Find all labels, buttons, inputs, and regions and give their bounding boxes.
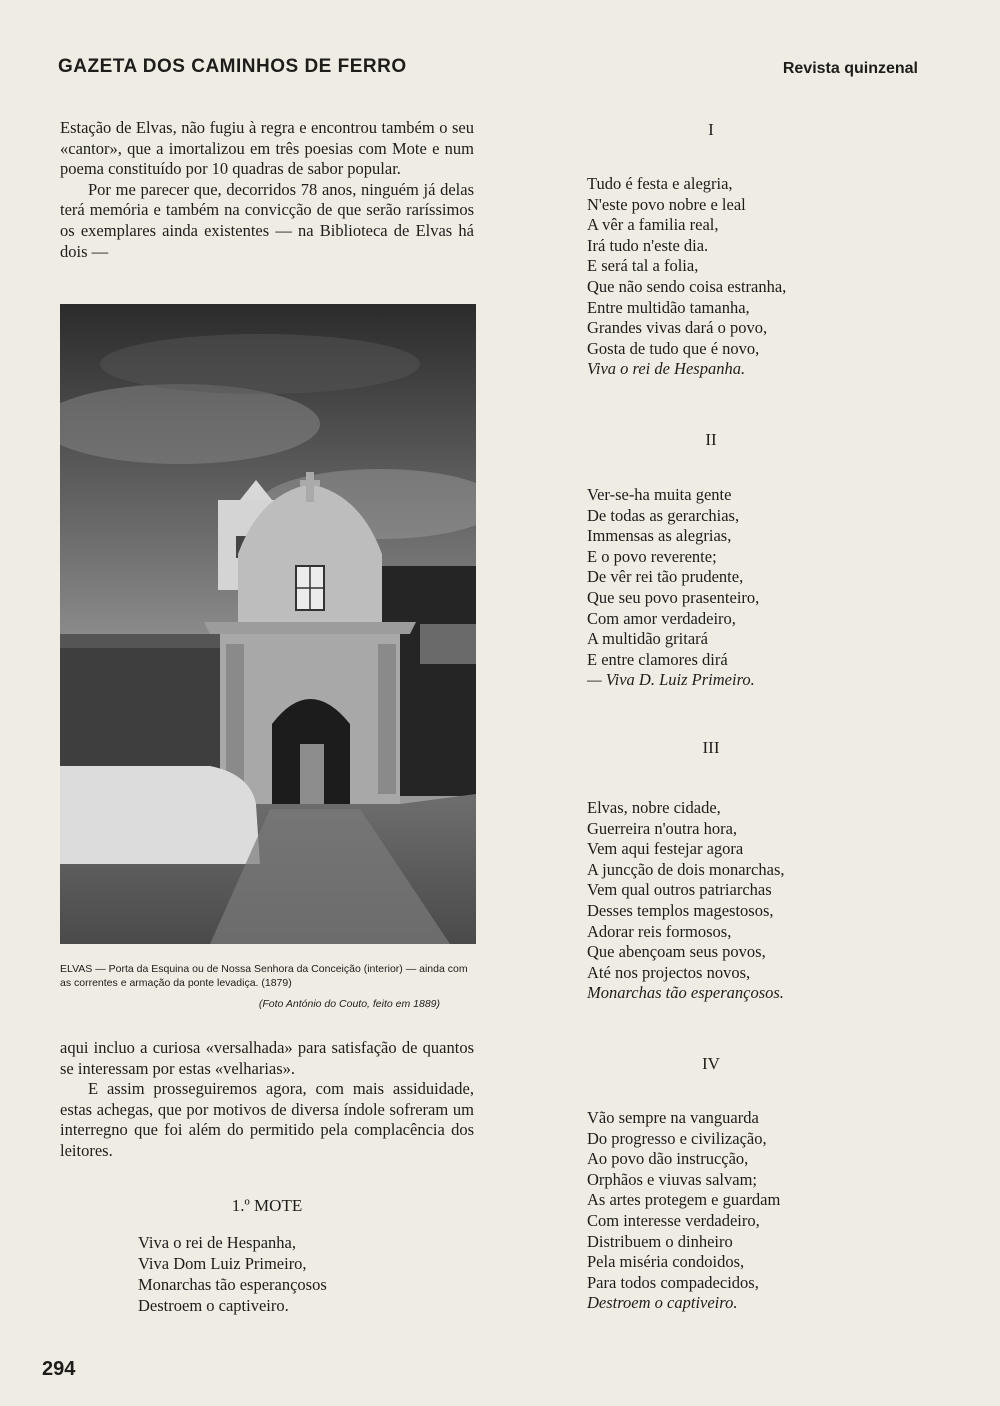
mote-title: 1.º MOTE	[231, 1196, 303, 1215]
verse-line: De vêr rei tão prudente,	[587, 567, 744, 587]
verse-line: Entre multidão tamanha,	[587, 297, 750, 317]
verse-line: A multidão gritará	[587, 629, 708, 649]
verse-line: Immensas as alegrias,	[587, 526, 732, 546]
verse-line: Gosta de tudo que é novo,	[587, 338, 760, 358]
verse-closing-line: Destroem o captiveiro.	[587, 1293, 738, 1313]
stanza-3	[587, 798, 917, 1004]
verse-line: Até nos projectos novos,	[587, 962, 751, 982]
page-number: 294	[42, 1358, 76, 1380]
verse-closing-line: Monarchas tão esperançosos.	[587, 983, 784, 1003]
verse-line: Vem aqui festejar agora	[587, 839, 744, 859]
mote-line: Viva Dom Luiz Primeiro,	[138, 1254, 307, 1273]
verse-line: A vêr a familia real,	[587, 215, 719, 235]
mote-line: Viva o rei de Hespanha,	[138, 1233, 296, 1252]
verse-line: Que seu povo prasenteiro,	[587, 587, 760, 607]
verse-closing-line: — Viva D. Luiz Primeiro.	[587, 670, 755, 690]
verse-line: Ver-se-ha muita gente	[587, 485, 732, 504]
verse-line: Adorar reis formosos,	[587, 921, 732, 941]
verse-line: Elvas, nobre cidade,	[587, 798, 721, 817]
stanza-numeral-3: III	[702, 738, 720, 757]
stanza-numeral-1: I	[708, 120, 714, 139]
verse-line: Irá tudo n'este dia.	[587, 235, 709, 255]
gate-illustration	[60, 304, 476, 944]
verse-line: Pela miséria condoidos,	[587, 1252, 745, 1272]
paragraph-4: E assim prosseguiremos agora, com mais assiduidade, estas achegas, que por motivos de diversa índole sofreram um interregno que foi além do permitido pela complacência dos leitores.	[60, 1079, 474, 1160]
verse-line: Que abençoam seus povos,	[587, 942, 766, 962]
verse-line: A juncção de dois monarchas,	[587, 859, 785, 879]
paragraph-2: Por me parecer que, decorridos 78 anos, ninguém já delas terá memória e também na convicção de que serão raríssimos os exemplares ainda existentes — na Biblioteca de Elvas há dois —	[60, 179, 474, 261]
mote-line: Destroem o captiveiro.	[138, 1296, 289, 1315]
photograph-elvas-gate	[60, 304, 476, 944]
stanza-2	[587, 485, 917, 691]
mote-verse	[138, 1232, 327, 1316]
verse-line: Vão sempre na vanguarda	[587, 1108, 759, 1127]
verse-line: Do progresso e civilização,	[587, 1128, 767, 1148]
journal-title: GAZETA DOS CAMINHOS DE FERRO	[58, 56, 407, 77]
verse-line: Que não sendo coisa estranha,	[587, 276, 787, 296]
verse-line: E entre clamores dirá	[587, 649, 728, 669]
stanza-4	[587, 1108, 917, 1314]
stanza-numeral-2: II	[705, 430, 717, 449]
left-bottom-text	[60, 1038, 474, 1162]
verse-line: Para todos compadecidos,	[587, 1272, 759, 1292]
verse-line: As artes protegem e guardam	[587, 1190, 781, 1210]
stanza-1	[587, 174, 917, 380]
journal-subtitle: Revista quinzenal	[782, 60, 918, 77]
paragraph-3: aqui incluo a curiosa «versalhada» para satisfação de quantos se interessam por estas «velharias».	[60, 1038, 474, 1078]
verse-line: Guerreira n'outra hora,	[587, 818, 738, 838]
verse-line: Tudo é festa e alegria,	[587, 174, 733, 193]
verse-closing-line: Viva o rei de Hespanha.	[587, 359, 746, 379]
verse-line: Grandes vivas dará o povo,	[587, 318, 768, 338]
verse-line: Ao povo dão instrucção,	[587, 1149, 749, 1169]
verse-line: Vem qual outros patriarchas	[587, 880, 772, 900]
verse-line: Orphãos e viuvas salvam;	[587, 1169, 758, 1189]
verse-line: Com amor verdadeiro,	[587, 608, 736, 628]
verse-line: N'este povo nobre e leal	[587, 194, 746, 214]
verse-line: Desses templos magestosos,	[587, 900, 774, 920]
verse-line: E será tal a folia,	[587, 256, 699, 276]
photo-credit: (Foto António do Couto, feito em 1889)	[258, 998, 440, 1010]
left-top-text	[60, 118, 474, 262]
verse-line: E o povo reverente;	[587, 546, 717, 566]
paragraph-1: Estação de Elvas, não fugiu à regra e encontrou também o seu «cantor», que a imortalizou em três poesias com Mote e num poema constituído por 10 quadras de sabor popular.	[60, 118, 474, 179]
mote-line: Monarchas tão esperançosos	[138, 1275, 327, 1294]
verse-line: De todas as gerarchias,	[587, 505, 740, 525]
verse-line: Distribuem o dinheiro	[587, 1231, 733, 1251]
verse-line: Com interesse verdadeiro,	[587, 1210, 760, 1230]
stanza-numeral-4: IV	[702, 1054, 720, 1073]
photo-caption: ELVAS — Porta da Esquina ou de Nossa Senhora da Conceição (interior) — ainda com as correntes e armação da ponte levadiça. (1879)	[60, 963, 468, 989]
